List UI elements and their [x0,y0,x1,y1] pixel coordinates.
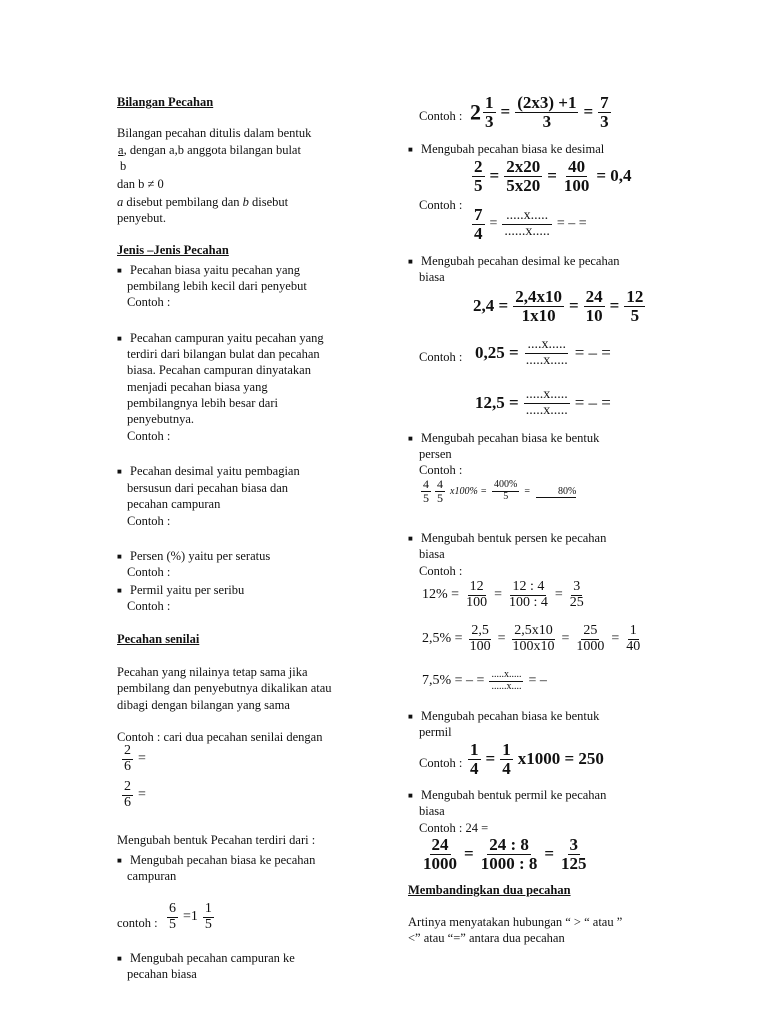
ubah-campuran-line-1: Mengubah pecahan biasa ke pecahan [130,853,316,867]
desimal-ke-biasa-line-1: Mengubah pecahan desimal ke pecahan [421,254,620,268]
banding-line-2: <” atau “=” antara dua pecahan [408,931,565,945]
senilai-fraction-2: $\frac{2}{6}$ = [124,779,146,810]
bullet-icon: ■ [117,266,122,275]
ke-permil-line-2: permil [419,725,452,739]
ubah-biasa-line-1: Mengubah pecahan campuran ke [130,951,295,965]
campuran-contoh: Contoh : [127,429,171,443]
campuran-example: $\frac{6}{5}$ =1 $\frac{1}{5}$ [169,901,212,932]
title-membandingkan: Membandingkan dua pecahan [408,883,571,897]
senilai-line-3: dibagi dengan bilangan yang sama [117,698,290,712]
pembilang-var: a [117,195,124,209]
desimal-example-2: $\frac{7}{4}$ = $\frac{.....x.....}{......x.....}$ = – = [474,205,587,243]
bullet-icon: ■ [408,145,413,154]
permil-contoh-label: Contoh : [419,756,463,770]
bullet-icon: ■ [408,712,413,721]
ke-permil-line-1: Mengubah pecahan biasa ke bentuk [421,709,600,723]
bullet-icon: ■ [408,434,413,443]
bullet-icon: ■ [408,791,413,800]
decimal-to-fraction-example-2: 0,25 = $\frac{....x.....}{.....x.....}$ = – = [475,337,611,368]
campuran-line-4: menjadi pecahan biasa yang [127,380,268,394]
senilai-fraction-1: $\frac{2}{6}$ = [124,743,146,774]
biasa-line-1: Pecahan biasa yaitu pecahan yang [130,263,301,277]
decimal-to-fraction-example-1: 2,4 = $\frac{2,4x10}{1x10}$ = $\frac{24}{10}$ = $\frac{12}{5}$ [473,287,644,325]
bullet-icon: ■ [117,586,122,595]
campuran-contoh-label: contoh : [117,916,158,930]
persen-line: Persen (%) yaitu per seratus [130,549,271,563]
persen-ke-biasa-line-1: Mengubah bentuk persen ke pecahan [421,531,607,545]
persen-ke-biasa-line-2: biasa [419,547,445,561]
mixed-contoh: Contoh : [419,109,463,123]
bullet-icon: ■ [117,856,122,865]
bullet-icon: ■ [117,334,122,343]
percent-to-fraction-example-3: 7,5% = – = $\frac{.....x.....}{......x....}$ = – [422,669,547,692]
decimal-to-fraction-example-3: 12,5 = $\frac{.....x.....}{.....x.....}$ = – = [475,387,611,418]
mixed-example: 2 $\frac{1}{3}$ = $\frac{(2x3) +1}{3}$ = $\frac{7}{3}$ [470,93,609,131]
penyebut-var: b [242,195,249,209]
intro-rest: , dengan a,b anggota bilangan bulat [123,143,301,157]
intro-line-2 [118,142,301,159]
title-pecahan-senilai: Pecahan senilai [117,632,200,646]
permil-ke-biasa-contoh: Contoh : 24 = [419,821,489,835]
title-jenis-pecahan: Jenis –Jenis Pecahan [117,243,229,257]
biasa-contoh: Contoh : [127,295,171,309]
ke-persen-line-2: persen [419,447,452,461]
campuran-line-6: penyebutnya. [127,412,194,426]
bullet-icon: ■ [408,257,413,266]
banding-line-1: Artinya menyatakan hubungan “ > “ atau ” [408,915,623,929]
percent-to-fraction-example-1: 12% = $\frac{12}{100}$ = $\frac{12 : 4}{100 : 4}$ = $\frac{3}{25}$ [422,579,584,610]
ubah-campuran-line-2: campuran [127,869,177,883]
ke-persen-line-1: Mengubah pecahan biasa ke bentuk [421,431,600,445]
senilai-line-1: Pecahan yang nilainya tetap sama jika [117,665,308,679]
desimal-line-2: bersusun dari pecahan biasa dan [127,481,289,495]
persen-ke-biasa-contoh: Contoh : [419,564,463,578]
desimal-line-1: Pecahan desimal yaitu pembagian [130,464,300,478]
title-bilangan-pecahan: Bilangan Pecahan [117,95,214,109]
senilai-contoh: Contoh : cari dua pecahan senilai dengan [117,730,323,744]
bullet-icon: ■ [117,954,122,963]
ke-desimal-line: Mengubah pecahan biasa ke desimal [421,142,605,156]
permil-ke-biasa-line-2: biasa [419,804,445,818]
campuran-line-2: terdiri dari bilangan bulat dan pecahan [127,347,320,361]
permil-line: Permil yaitu per seribu [130,583,245,597]
pembilang-text: disebut pembilang dan [123,195,243,209]
pembilang-text2: disebut [248,195,289,209]
senilai-line-2: pembilang dan penyebutnya dikalikan atau [117,681,332,695]
desimal-line-3: pecahan campuran [127,497,221,511]
pembilang-line [117,194,288,211]
desimal-contoh: Contoh : [127,514,171,528]
intro-dan: dan b ≠ 0 [117,177,164,191]
percent-example: $\frac{4}{5}$ $\frac{4}{5}$ x100% = $\frac{400\%}{5}$ = 80% [423,477,577,505]
campuran-line-5: pembilangnya lebih besar dari [127,396,278,410]
bullet-icon: ■ [117,467,122,476]
intro-a: a [118,143,124,157]
percent-to-fraction-example-2: 2,5% = $\frac{2,5}{100}$ = $\frac{2,5x10}{100x10}$ = $\frac{25}{1000}$ = $\frac{1}{40}$ [422,623,641,654]
mengubah-title: Mengubah bentuk Pecahan terdiri dari : [117,833,316,847]
permil-example: $\frac{1}{4}$ = $\frac{1}{4}$ x1000 = 250 [470,740,604,778]
persen-contoh: Contoh : [127,565,171,579]
desimal-contoh: Contoh : [419,198,463,212]
permil-to-fraction-example: $\frac{24}{1000}$ = $\frac{24 : 8}{1000 : 8}$ = $\frac{3}{125}$ [423,835,587,873]
desimal-example-1: $\frac{2}{5}$ = $\frac{2x20}{5x20}$ = $\frac{40}{100}$ = 0,4 [474,157,632,195]
biasa-line-2: pembilang lebih kecil dari penyebut [127,279,307,293]
decimal-contoh: Contoh : [419,350,463,364]
permil-contoh: Contoh : [127,599,171,613]
permil-ke-biasa-line-1: Mengubah bentuk permil ke pecahan [421,788,607,802]
intro-line-1: Bilangan pecahan ditulis dalam bentuk [117,126,312,140]
ubah-biasa-line-2: pecahan biasa [127,967,197,981]
campuran-line-1: Pecahan campuran yaitu pecahan yang [130,331,324,345]
intro-b: b [120,159,127,173]
bullet-icon: ■ [408,534,413,543]
penyebut-line: penyebut. [117,211,166,225]
persen-contoh: Contoh : [419,463,463,477]
desimal-ke-biasa-line-2: biasa [419,270,445,284]
bullet-icon: ■ [117,552,122,561]
campuran-line-3: biasa. Pecahan campuran dinyatakan [127,363,311,377]
